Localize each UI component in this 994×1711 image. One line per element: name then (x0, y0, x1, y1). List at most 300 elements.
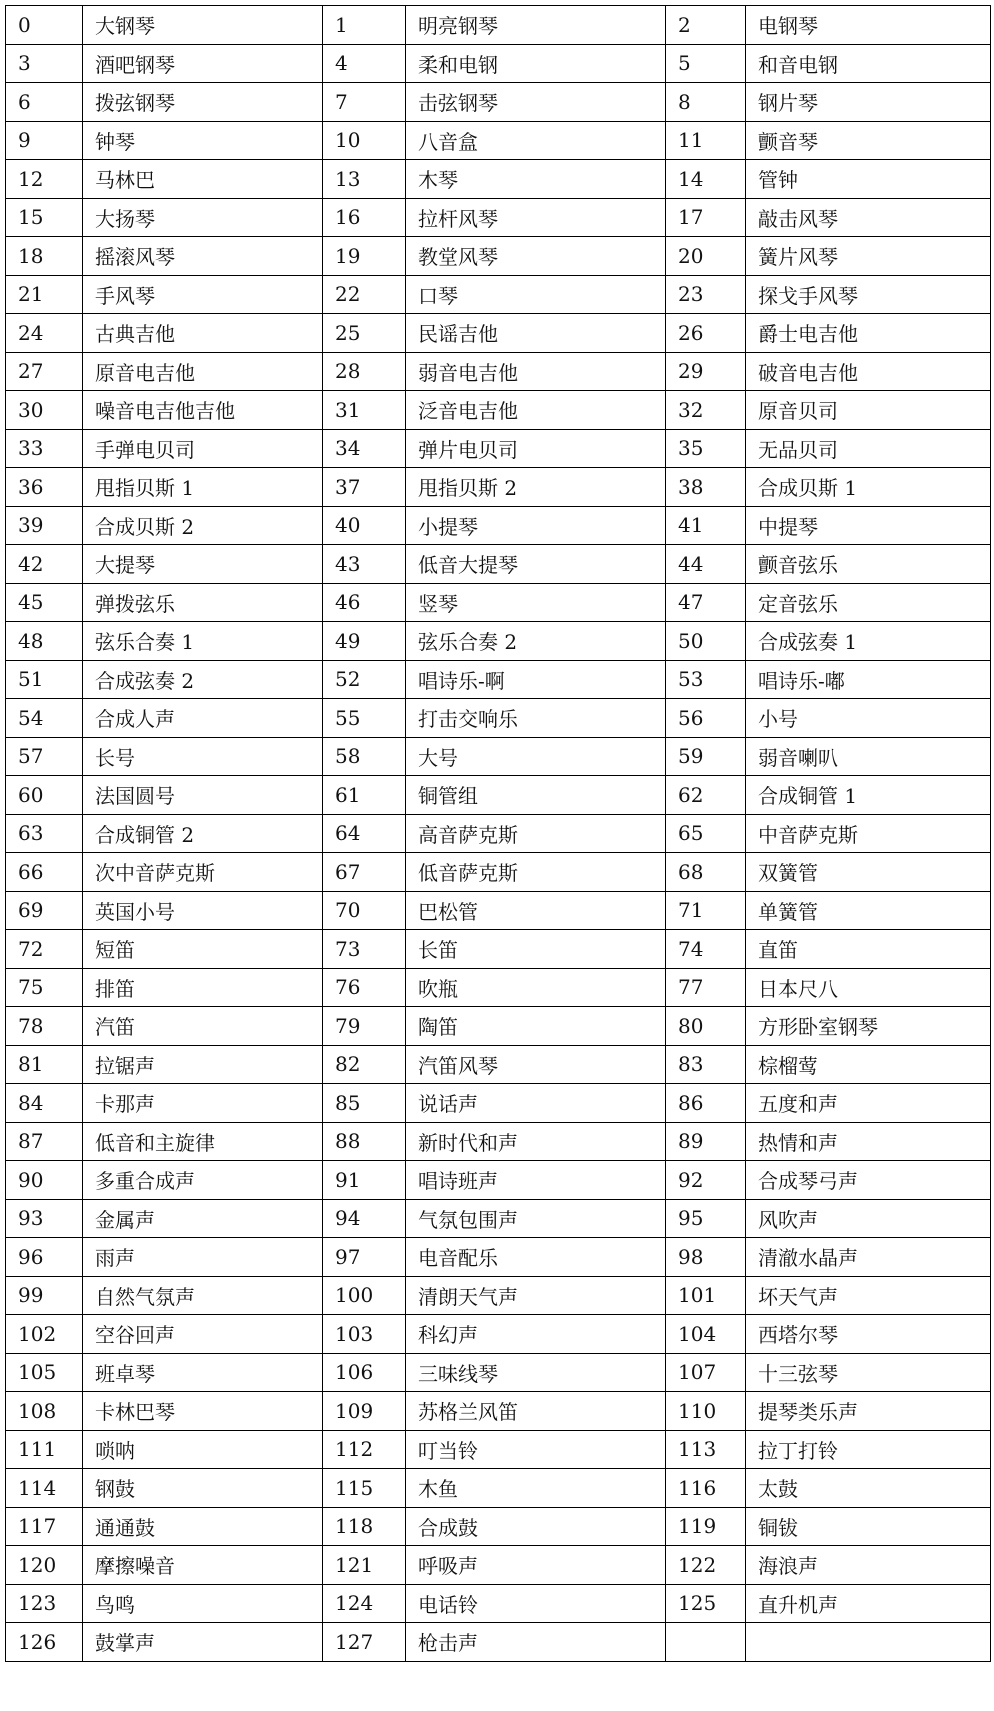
table-row (6, 160, 991, 199)
instrument-number: 99 (6, 1276, 83, 1315)
instrument-number: 65 (666, 814, 746, 853)
instrument-name: 教堂风琴 (406, 237, 666, 276)
instrument-number: 98 (666, 1238, 746, 1277)
table-body (6, 6, 991, 1662)
table-row (6, 1007, 991, 1046)
instrument-name: 低音大提琴 (406, 545, 666, 584)
instrument-name: 钢鼓 (83, 1469, 323, 1508)
instrument-name: 鼓掌声 (83, 1623, 323, 1662)
instrument-number: 77 (666, 968, 746, 1007)
instrument-number: 73 (323, 930, 406, 969)
instrument-number: 120 (6, 1546, 83, 1585)
instrument-name: 直升机声 (746, 1584, 991, 1623)
instrument-name: 木鱼 (406, 1469, 666, 1508)
instrument-number: 110 (666, 1392, 746, 1431)
instrument-number: 123 (6, 1584, 83, 1623)
instrument-number: 81 (6, 1045, 83, 1084)
instrument-name: 法国圆号 (83, 776, 323, 815)
instrument-number: 29 (666, 352, 746, 391)
instrument-name: 八音盒 (406, 121, 666, 160)
instrument-name: 甩指贝斯 1 (83, 468, 323, 507)
instrument-number: 3 (6, 44, 83, 83)
instrument-number: 43 (323, 545, 406, 584)
instrument-name: 叮当铃 (406, 1430, 666, 1469)
instrument-number: 117 (6, 1507, 83, 1546)
instrument-name: 弱音电吉他 (406, 352, 666, 391)
instrument-number: 79 (323, 1007, 406, 1046)
instrument-number: 12 (6, 160, 83, 199)
instrument-name: 汽笛 (83, 1007, 323, 1046)
instrument-number: 56 (666, 699, 746, 738)
table-row (6, 1584, 991, 1623)
instrument-name: 电钢琴 (746, 6, 991, 45)
instrument-number: 59 (666, 737, 746, 776)
instrument-name: 太鼓 (746, 1469, 991, 1508)
instrument-number: 66 (6, 853, 83, 892)
instrument-number: 85 (323, 1084, 406, 1123)
instrument-name: 甩指贝斯 2 (406, 468, 666, 507)
instrument-number: 92 (666, 1161, 746, 1200)
empty-cell (666, 1623, 746, 1662)
instrument-name: 自然气氛声 (83, 1276, 323, 1315)
instrument-name: 击弦钢琴 (406, 83, 666, 122)
instrument-number: 80 (666, 1007, 746, 1046)
instrument-number: 16 (323, 198, 406, 237)
table-row (6, 1353, 991, 1392)
instrument-name: 无品贝司 (746, 429, 991, 468)
table-row (6, 1507, 991, 1546)
instrument-number: 124 (323, 1584, 406, 1623)
instrument-number: 55 (323, 699, 406, 738)
instrument-name: 排笛 (83, 968, 323, 1007)
instrument-name: 合成铜管 2 (83, 814, 323, 853)
instrument-name: 卡那声 (83, 1084, 323, 1123)
instrument-name: 马林巴 (83, 160, 323, 199)
instrument-name: 原音电吉他 (83, 352, 323, 391)
instrument-name: 口琴 (406, 275, 666, 314)
instrument-name: 新时代和声 (406, 1122, 666, 1161)
instrument-number: 57 (6, 737, 83, 776)
instrument-name: 呼吸声 (406, 1546, 666, 1585)
instrument-number: 102 (6, 1315, 83, 1354)
instrument-name: 簧片风琴 (746, 237, 991, 276)
table-row (6, 468, 991, 507)
instrument-number: 101 (666, 1276, 746, 1315)
instrument-name: 唱诗乐-嘟 (746, 660, 991, 699)
instrument-number: 104 (666, 1315, 746, 1354)
instrument-number: 49 (323, 622, 406, 661)
instrument-number: 71 (666, 891, 746, 930)
instrument-number: 67 (323, 853, 406, 892)
instrument-name: 小号 (746, 699, 991, 738)
instrument-name: 手风琴 (83, 275, 323, 314)
instrument-name: 西塔尔琴 (746, 1315, 991, 1354)
table-row (6, 1045, 991, 1084)
instrument-name: 单簧管 (746, 891, 991, 930)
instrument-number: 75 (6, 968, 83, 1007)
instrument-number: 17 (666, 198, 746, 237)
instrument-name: 唢呐 (83, 1430, 323, 1469)
instrument-name: 合成贝斯 1 (746, 468, 991, 507)
instrument-number: 121 (323, 1546, 406, 1585)
instrument-name: 手弹电贝司 (83, 429, 323, 468)
instrument-name: 汽笛风琴 (406, 1045, 666, 1084)
table-row (6, 391, 991, 430)
instrument-number: 14 (666, 160, 746, 199)
instrument-number: 70 (323, 891, 406, 930)
instrument-name: 次中音萨克斯 (83, 853, 323, 892)
instrument-number: 97 (323, 1238, 406, 1277)
instrument-number: 61 (323, 776, 406, 815)
instrument-name: 短笛 (83, 930, 323, 969)
instrument-number: 64 (323, 814, 406, 853)
instrument-name: 风吹声 (746, 1199, 991, 1238)
instrument-name: 长笛 (406, 930, 666, 969)
instrument-number: 30 (6, 391, 83, 430)
instrument-number: 82 (323, 1045, 406, 1084)
instrument-name: 五度和声 (746, 1084, 991, 1123)
instrument-name: 小提琴 (406, 506, 666, 545)
instrument-name: 科幻声 (406, 1315, 666, 1354)
table-row (6, 314, 991, 353)
instrument-name: 双簧管 (746, 853, 991, 892)
instrument-name: 合成贝斯 2 (83, 506, 323, 545)
instrument-number: 23 (666, 275, 746, 314)
instrument-number: 74 (666, 930, 746, 969)
instrument-number: 63 (6, 814, 83, 853)
instrument-number: 31 (323, 391, 406, 430)
instrument-number: 88 (323, 1122, 406, 1161)
instrument-number: 68 (666, 853, 746, 892)
instrument-number: 125 (666, 1584, 746, 1623)
instrument-name: 吹瓶 (406, 968, 666, 1007)
instrument-name: 棕榴莺 (746, 1045, 991, 1084)
instrument-table (5, 5, 991, 1662)
instrument-number: 111 (6, 1430, 83, 1469)
instrument-number: 52 (323, 660, 406, 699)
instrument-number: 7 (323, 83, 406, 122)
instrument-number: 127 (323, 1623, 406, 1662)
instrument-number: 48 (6, 622, 83, 661)
table-row (6, 930, 991, 969)
instrument-name: 中提琴 (746, 506, 991, 545)
table-row (6, 275, 991, 314)
instrument-name: 大钢琴 (83, 6, 323, 45)
instrument-name: 金属声 (83, 1199, 323, 1238)
instrument-name: 明亮钢琴 (406, 6, 666, 45)
table-row (6, 6, 991, 45)
instrument-number: 22 (323, 275, 406, 314)
instrument-name: 唱诗乐-啊 (406, 660, 666, 699)
instrument-name: 酒吧钢琴 (83, 44, 323, 83)
instrument-name: 铜管组 (406, 776, 666, 815)
instrument-number: 28 (323, 352, 406, 391)
instrument-name: 管钟 (746, 160, 991, 199)
instrument-number: 44 (666, 545, 746, 584)
instrument-number: 20 (666, 237, 746, 276)
table-row (6, 814, 991, 853)
instrument-number: 18 (6, 237, 83, 276)
instrument-name: 坏天气声 (746, 1276, 991, 1315)
instrument-number: 83 (666, 1045, 746, 1084)
instrument-name: 摩擦噪音 (83, 1546, 323, 1585)
instrument-name: 定音弦乐 (746, 583, 991, 622)
instrument-number: 86 (666, 1084, 746, 1123)
instrument-name: 弱音喇叭 (746, 737, 991, 776)
instrument-number: 62 (666, 776, 746, 815)
instrument-number: 25 (323, 314, 406, 353)
table-row (6, 83, 991, 122)
instrument-name: 电音配乐 (406, 1238, 666, 1277)
instrument-name: 弦乐合奏 2 (406, 622, 666, 661)
instrument-name: 唱诗班声 (406, 1161, 666, 1200)
instrument-number: 96 (6, 1238, 83, 1277)
instrument-number: 94 (323, 1199, 406, 1238)
instrument-number: 72 (6, 930, 83, 969)
instrument-number: 58 (323, 737, 406, 776)
table-row (6, 44, 991, 83)
instrument-number: 36 (6, 468, 83, 507)
instrument-number: 10 (323, 121, 406, 160)
instrument-number: 38 (666, 468, 746, 507)
instrument-name: 低音萨克斯 (406, 853, 666, 892)
table-row (6, 237, 991, 276)
table-row (6, 545, 991, 584)
instrument-name: 鸟鸣 (83, 1584, 323, 1623)
table-row (6, 1084, 991, 1123)
instrument-name: 合成铜管 1 (746, 776, 991, 815)
instrument-number: 8 (666, 83, 746, 122)
instrument-name: 多重合成声 (83, 1161, 323, 1200)
instrument-number: 40 (323, 506, 406, 545)
instrument-number: 122 (666, 1546, 746, 1585)
instrument-name: 弦乐合奏 1 (83, 622, 323, 661)
instrument-name: 巴松管 (406, 891, 666, 930)
instrument-name: 十三弦琴 (746, 1353, 991, 1392)
instrument-number: 89 (666, 1122, 746, 1161)
instrument-number: 76 (323, 968, 406, 1007)
instrument-name: 钢片琴 (746, 83, 991, 122)
instrument-name: 噪音电吉他吉他 (83, 391, 323, 430)
instrument-name: 合成弦奏 2 (83, 660, 323, 699)
instrument-number: 119 (666, 1507, 746, 1546)
instrument-name: 三味线琴 (406, 1353, 666, 1392)
instrument-number: 112 (323, 1430, 406, 1469)
empty-cell (746, 1623, 991, 1662)
instrument-number: 91 (323, 1161, 406, 1200)
instrument-number: 27 (6, 352, 83, 391)
instrument-name: 爵士电吉他 (746, 314, 991, 353)
instrument-name: 破音电吉他 (746, 352, 991, 391)
table-row (6, 1276, 991, 1315)
instrument-number: 45 (6, 583, 83, 622)
instrument-number: 100 (323, 1276, 406, 1315)
instrument-number: 53 (666, 660, 746, 699)
instrument-name: 拨弦钢琴 (83, 83, 323, 122)
instrument-number: 4 (323, 44, 406, 83)
instrument-number: 41 (666, 506, 746, 545)
table-row (6, 1392, 991, 1431)
instrument-number: 51 (6, 660, 83, 699)
instrument-number: 107 (666, 1353, 746, 1392)
instrument-number: 84 (6, 1084, 83, 1123)
instrument-number: 15 (6, 198, 83, 237)
table-row (6, 1238, 991, 1277)
instrument-number: 46 (323, 583, 406, 622)
instrument-name: 拉杆风琴 (406, 198, 666, 237)
instrument-number: 54 (6, 699, 83, 738)
instrument-name: 弹拨弦乐 (83, 583, 323, 622)
instrument-name: 拉锯声 (83, 1045, 323, 1084)
table-row (6, 1315, 991, 1354)
table-row (6, 198, 991, 237)
instrument-name: 合成人声 (83, 699, 323, 738)
instrument-number: 105 (6, 1353, 83, 1392)
instrument-name: 枪击声 (406, 1623, 666, 1662)
table-row (6, 1122, 991, 1161)
instrument-name: 大提琴 (83, 545, 323, 584)
instrument-name: 日本尺八 (746, 968, 991, 1007)
table-row (6, 506, 991, 545)
instrument-number: 13 (323, 160, 406, 199)
instrument-number: 32 (666, 391, 746, 430)
instrument-number: 126 (6, 1623, 83, 1662)
instrument-number: 5 (666, 44, 746, 83)
instrument-name: 方形卧室钢琴 (746, 1007, 991, 1046)
instrument-name: 班卓琴 (83, 1353, 323, 1392)
instrument-name: 卡林巴琴 (83, 1392, 323, 1431)
instrument-number: 47 (666, 583, 746, 622)
instrument-name: 空谷回声 (83, 1315, 323, 1354)
instrument-number: 42 (6, 545, 83, 584)
table-row (6, 776, 991, 815)
instrument-name: 英国小号 (83, 891, 323, 930)
table-row (6, 853, 991, 892)
table-row (6, 352, 991, 391)
instrument-number: 87 (6, 1122, 83, 1161)
instrument-name: 大扬琴 (83, 198, 323, 237)
instrument-number: 116 (666, 1469, 746, 1508)
instrument-number: 90 (6, 1161, 83, 1200)
instrument-name: 清朗天气声 (406, 1276, 666, 1315)
instrument-name: 大号 (406, 737, 666, 776)
instrument-number: 113 (666, 1430, 746, 1469)
table-row (6, 1161, 991, 1200)
instrument-name: 颤音琴 (746, 121, 991, 160)
table-row (6, 1469, 991, 1508)
instrument-name: 合成琴弓声 (746, 1161, 991, 1200)
instrument-name: 提琴类乐声 (746, 1392, 991, 1431)
instrument-name: 柔和电钢 (406, 44, 666, 83)
instrument-name: 钟琴 (83, 121, 323, 160)
instrument-name: 敲击风琴 (746, 198, 991, 237)
instrument-name: 长号 (83, 737, 323, 776)
instrument-name: 拉丁打铃 (746, 1430, 991, 1469)
instrument-number: 37 (323, 468, 406, 507)
instrument-name: 颤音弦乐 (746, 545, 991, 584)
instrument-name: 陶笛 (406, 1007, 666, 1046)
instrument-name: 打击交响乐 (406, 699, 666, 738)
instrument-number: 69 (6, 891, 83, 930)
instrument-name: 木琴 (406, 160, 666, 199)
table-row (6, 737, 991, 776)
instrument-number: 78 (6, 1007, 83, 1046)
instrument-name: 泛音电吉他 (406, 391, 666, 430)
instrument-number: 35 (666, 429, 746, 468)
instrument-number: 1 (323, 6, 406, 45)
instrument-name: 海浪声 (746, 1546, 991, 1585)
table-row (6, 699, 991, 738)
instrument-name: 低音和主旋律 (83, 1122, 323, 1161)
table-row (6, 583, 991, 622)
instrument-name: 探戈手风琴 (746, 275, 991, 314)
instrument-name: 中音萨克斯 (746, 814, 991, 853)
table-row (6, 429, 991, 468)
instrument-name: 热情和声 (746, 1122, 991, 1161)
instrument-name: 合成弦奏 1 (746, 622, 991, 661)
instrument-name: 气氛包围声 (406, 1199, 666, 1238)
instrument-name: 高音萨克斯 (406, 814, 666, 853)
instrument-number: 11 (666, 121, 746, 160)
instrument-number: 50 (666, 622, 746, 661)
table-row (6, 1199, 991, 1238)
instrument-name: 古典吉他 (83, 314, 323, 353)
instrument-number: 93 (6, 1199, 83, 1238)
instrument-name: 说话声 (406, 1084, 666, 1123)
instrument-number: 26 (666, 314, 746, 353)
instrument-number: 39 (6, 506, 83, 545)
instrument-name: 通通鼓 (83, 1507, 323, 1546)
instrument-name: 摇滚风琴 (83, 237, 323, 276)
instrument-number: 109 (323, 1392, 406, 1431)
instrument-name: 竖琴 (406, 583, 666, 622)
instrument-name: 弹片电贝司 (406, 429, 666, 468)
instrument-number: 118 (323, 1507, 406, 1546)
instrument-name: 民谣吉他 (406, 314, 666, 353)
instrument-number: 60 (6, 776, 83, 815)
instrument-number: 106 (323, 1353, 406, 1392)
instrument-number: 33 (6, 429, 83, 468)
instrument-number: 9 (6, 121, 83, 160)
instrument-name: 清澈水晶声 (746, 1238, 991, 1277)
instrument-name: 合成鼓 (406, 1507, 666, 1546)
instrument-name: 苏格兰风笛 (406, 1392, 666, 1431)
instrument-name: 铜钹 (746, 1507, 991, 1546)
instrument-number: 19 (323, 237, 406, 276)
instrument-number: 2 (666, 6, 746, 45)
table-row (6, 121, 991, 160)
instrument-name: 和音电钢 (746, 44, 991, 83)
instrument-number: 6 (6, 83, 83, 122)
instrument-number: 34 (323, 429, 406, 468)
instrument-name: 直笛 (746, 930, 991, 969)
instrument-number: 115 (323, 1469, 406, 1508)
instrument-number: 0 (6, 6, 83, 45)
instrument-number: 24 (6, 314, 83, 353)
table-row (6, 1430, 991, 1469)
instrument-number: 114 (6, 1469, 83, 1508)
instrument-name: 原音贝司 (746, 391, 991, 430)
table-row (6, 1546, 991, 1585)
instrument-name: 雨声 (83, 1238, 323, 1277)
instrument-name: 电话铃 (406, 1584, 666, 1623)
table-row (6, 968, 991, 1007)
instrument-number: 103 (323, 1315, 406, 1354)
table-row (6, 660, 991, 699)
instrument-number: 95 (666, 1199, 746, 1238)
table-row (6, 891, 991, 930)
table-row (6, 1623, 991, 1662)
